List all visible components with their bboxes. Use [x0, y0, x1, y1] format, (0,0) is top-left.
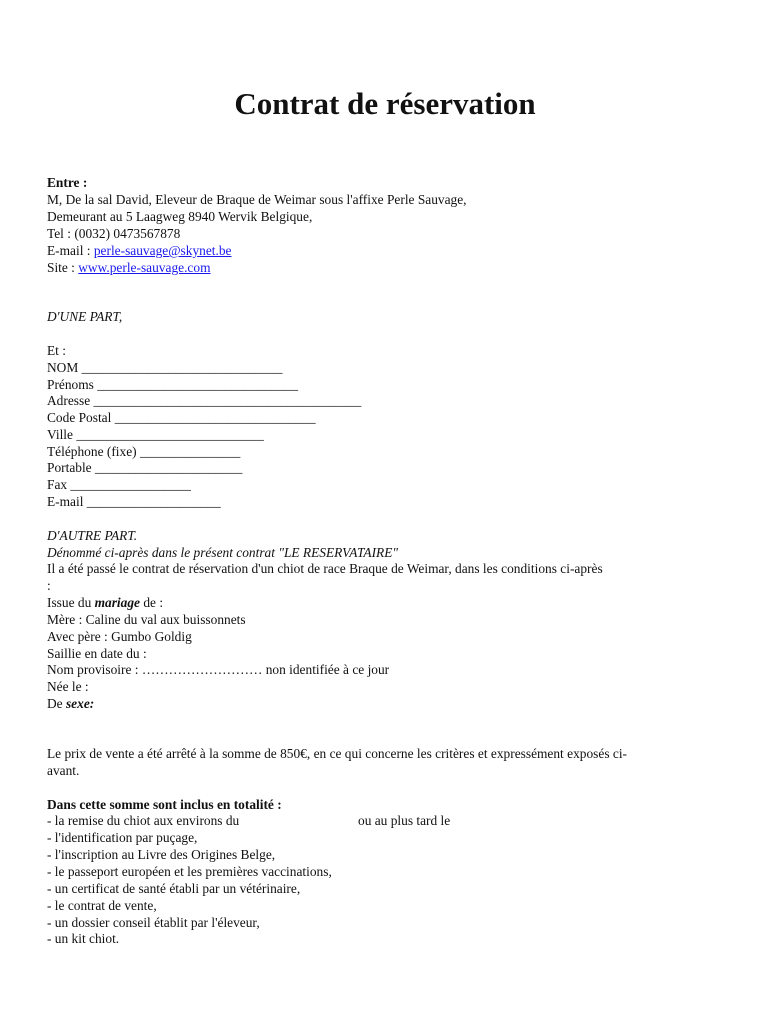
- page-title: Contrat de réservation: [234, 86, 536, 121]
- autre-part: D'AUTRE PART.: [47, 528, 138, 543]
- sexe-prefix: De: [47, 696, 66, 711]
- inclus-item: - l'inscription au Livre des Origines Belge,: [47, 847, 276, 862]
- field-portable: Portable ______________________: [47, 460, 243, 475]
- address-line: Demeurant au 5 Laagweg 8940 Wervik Belgique,: [47, 209, 313, 224]
- prix-line-2: avant.: [47, 763, 80, 778]
- et-label: Et :: [47, 343, 66, 358]
- sexe-line: [47, 695, 94, 712]
- site-prefix: Site :: [47, 260, 79, 275]
- field-telephone: Téléphone (fixe) _______________: [47, 444, 241, 459]
- field-code-postal: Code Postal ______________________________: [47, 410, 316, 425]
- denomme-line: Dénommé ci-après dans le présent contrat "LE RESERVATAIRE": [47, 545, 399, 560]
- field-adresse: Adresse ________________________________________: [47, 393, 362, 408]
- field-email: E-mail ____________________: [47, 494, 221, 509]
- pere-line: Avec père : Gumbo Goldig: [47, 629, 192, 644]
- issue-mariage: mariage: [94, 595, 140, 610]
- inclus-item: - un certificat de santé établi par un vétérinaire,: [47, 881, 301, 896]
- issue-prefix: Issue du: [47, 595, 95, 610]
- issue-line: [47, 594, 163, 611]
- mere-line: Mère : Caline du val aux buissonnets: [47, 612, 246, 627]
- issue-suffix: de :: [140, 595, 164, 610]
- site-link[interactable]: www.perle-sauvage.com: [78, 260, 211, 275]
- passe-line-2: :: [47, 578, 51, 593]
- une-part: D'UNE PART,: [47, 309, 123, 324]
- nom-provisoire-line: Nom provisoire : ……………………… non identifiée à ce jour: [47, 662, 390, 677]
- remise-right: ou au plus tard le: [358, 813, 451, 828]
- site-line: [47, 259, 211, 276]
- email-link[interactable]: perle-sauvage@skynet.be: [93, 243, 232, 258]
- field-nom: NOM ______________________________: [47, 360, 283, 375]
- prix-line-1: Le prix de vente a été arrêté à la somme de 850€, en ce qui concerne les critères et expressément exposés ci-: [47, 746, 627, 761]
- email-prefix: E-mail :: [47, 243, 94, 258]
- tel-line: Tel : (0032) 0473567878: [47, 226, 181, 241]
- inclus-item: - un kit chiot.: [47, 931, 120, 946]
- nee-le-line: Née le :: [47, 679, 89, 694]
- sexe-label: sexe:: [65, 696, 95, 711]
- inclus-title: Dans cette somme sont inclus en totalité :: [47, 797, 282, 812]
- inclus-item: - le passeport européen et les premières vaccinations,: [47, 864, 332, 879]
- email-line: [47, 242, 232, 259]
- field-ville: Ville ____________________________: [47, 427, 264, 442]
- entre-label: Entre :: [47, 175, 88, 190]
- field-fax: Fax __________________: [47, 477, 191, 492]
- breeder-line: M, De la sal David, Eleveur de Braque de Weimar sous l'affixe Perle Sauvage,: [47, 192, 467, 207]
- field-prenoms: Prénoms ______________________________: [47, 377, 299, 392]
- saillie-line: Saillie en date du :: [47, 646, 147, 661]
- inclus-item: - un dossier conseil établit par l'éleveur,: [47, 915, 260, 930]
- inclus-item: - l'identification par puçage,: [47, 830, 198, 845]
- remise-line: - la remise du chiot aux environs du: [47, 813, 240, 828]
- inclus-item: - le contrat de vente,: [47, 898, 157, 913]
- passe-line-1: Il a été passé le contrat de réservation d'un chiot de race Braque de Weimar, dans les conditions ci-après: [47, 561, 603, 576]
